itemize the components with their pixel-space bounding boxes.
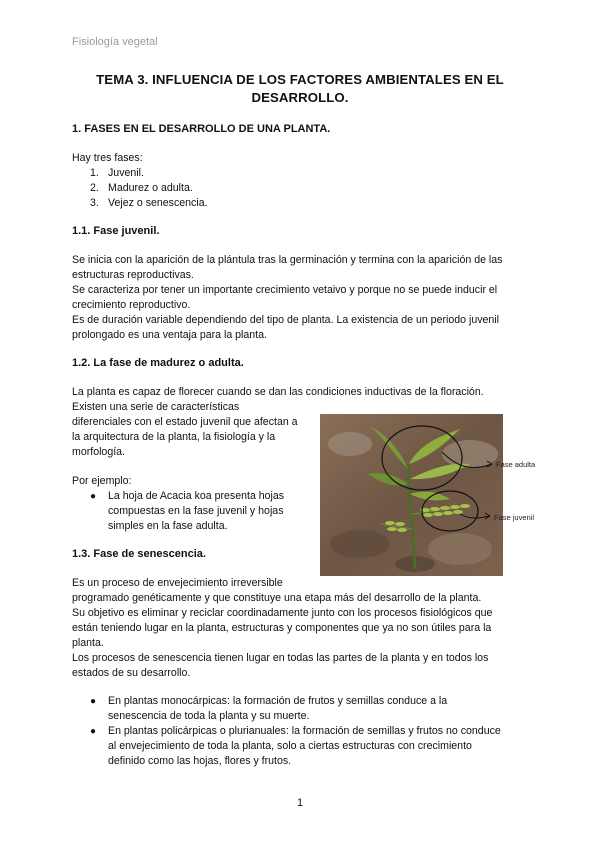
list-number: 1. <box>90 167 99 179</box>
running-header: Fisiología vegetal <box>72 36 158 48</box>
paragraph-line: prolongado es una ventaja para la planta. <box>72 329 267 341</box>
paragraph-line: Es un proceso de envejecimiento irreversible <box>72 577 283 589</box>
section-1-3-heading: 1.3. Fase de senescencia. <box>72 548 206 560</box>
figure-annotations <box>440 430 560 540</box>
bullet-marker: ● <box>90 491 97 502</box>
paragraph-line: Se caracteriza por tener un importante crecimiento vetaivo y porque no se puede inducir el <box>72 284 498 296</box>
paragraph-line: La planta es capaz de florecer cuando se dan las condiciones inductivas de la floración. <box>72 386 484 398</box>
paragraph-line: diferenciales con el estado juvenil que afectan a <box>72 416 298 428</box>
paragraph-line: Su objetivo es eliminar y reciclar coordinadamente junto con los procesos fisiológicos que <box>72 607 493 619</box>
section-1-heading: 1. FASES EN EL DESARROLLO DE UNA PLANTA. <box>72 123 331 135</box>
section-1-1-heading: 1.1. Fase juvenil. <box>72 225 160 237</box>
section-1-intro: Hay tres fases: <box>72 152 143 164</box>
bullet-line: al envejecimiento de toda la planta, solo a ciertas estructuras con crecimiento <box>108 740 472 752</box>
paragraph-line: están teniendo lugar en la planta, estructuras y componentes que ya no son útiles para la <box>72 622 492 634</box>
title-line-1: TEMA 3. INFLUENCIA DE LOS FACTORES AMBIENTALES EN EL <box>96 72 504 87</box>
paragraph-line: estructuras reproductivas. <box>72 269 194 281</box>
page-title <box>72 71 528 107</box>
paragraph-line: Existen una serie de características <box>72 401 240 413</box>
bullet-line: definido como las hojas, flores y frutos. <box>108 755 292 767</box>
label-fase-adulta: Fase adulta <box>496 460 536 469</box>
section-1-2-heading: 1.2. La fase de madurez o adulta. <box>72 357 244 369</box>
paragraph-line: programado genéticamente y que constituye una etapa más del desarrollo de la planta. <box>72 592 482 604</box>
example-line: compuestas en la fase juvenil y hojas <box>108 505 284 517</box>
bullet-line: En plantas monocárpicas: la formación de frutos y semillas conduce a la <box>108 695 448 707</box>
example-line: simples en la fase adulta. <box>108 520 228 532</box>
bullet-line: En plantas policárpicas o plurianuales: la formación de semillas y frutos no conduce <box>108 725 501 737</box>
paragraph-line: estados de su desarrollo. <box>72 667 191 679</box>
list-number: 3. <box>90 197 99 209</box>
paragraph-line: planta. <box>72 637 104 649</box>
paragraph-line: la arquitectura de la planta, la fisiología y la <box>72 431 276 443</box>
bullet-marker: ● <box>90 726 97 737</box>
bullet-marker: ● <box>90 696 97 707</box>
list-number: 2. <box>90 182 99 194</box>
paragraph-line: crecimiento reproductivo. <box>72 299 191 311</box>
paragraph-line: Los procesos de senescencia tienen lugar en todas las partes de la planta y en todos los <box>72 652 489 664</box>
list-item-vejez: Vejez o senescencia. <box>108 197 208 209</box>
label-fase-juvenil: Fase juvenil <box>494 513 535 522</box>
example-intro: Por ejemplo: <box>72 475 132 487</box>
page-number: 1 <box>296 797 304 809</box>
example-line: La hoja de Acacia koa presenta hojas <box>108 490 285 502</box>
paragraph-line: Se inicia con la aparición de la plántula tras la germinación y termina con la aparición de las <box>72 254 503 266</box>
paragraph-line: Es de duración variable dependiendo del tipo de planta. La existencia de un periodo juvenil <box>72 314 499 326</box>
list-item-juvenil: Juvenil. <box>108 167 144 179</box>
list-item-madurez: Madurez o adulta. <box>108 182 193 194</box>
title-line-2: DESARROLLO. <box>251 90 349 105</box>
bullet-line: senescencia de toda la planta y su muerte. <box>108 710 310 722</box>
paragraph-line: morfología. <box>72 446 125 458</box>
